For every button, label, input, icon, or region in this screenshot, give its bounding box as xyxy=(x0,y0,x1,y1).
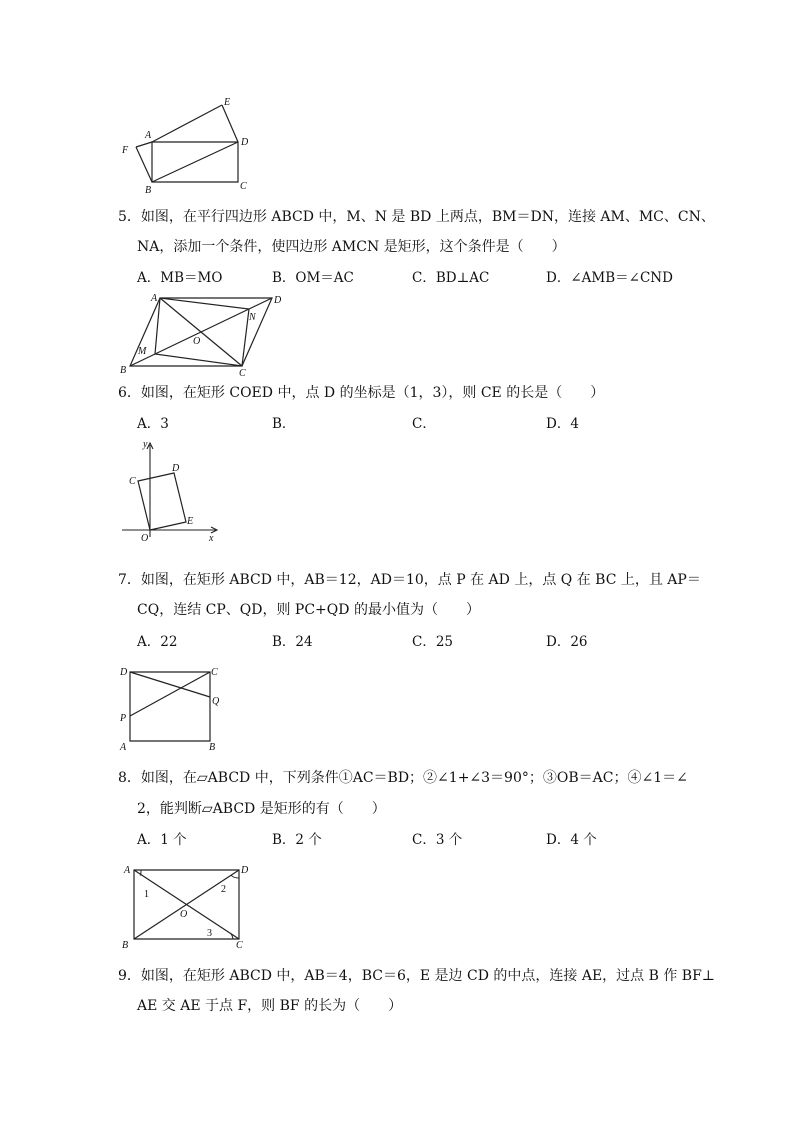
label-b: B xyxy=(145,185,152,196)
label-d: D xyxy=(241,865,249,876)
q8-text-line1: 8．如图，在▱ABCD 中，下列条件①AC＝BD；②∠1+∠3＝90°；③OB＝AC；④∠1＝∠ xyxy=(118,770,688,786)
segment-ae xyxy=(152,105,222,142)
q7-option-b[interactable]: B．24 xyxy=(272,634,313,650)
label-a: A xyxy=(120,742,127,753)
q6-option-b[interactable]: B． xyxy=(272,416,296,432)
label-angle-1: 1 xyxy=(144,889,149,900)
label-angle-3: 3 xyxy=(207,928,212,939)
figure-q5-parallelogram xyxy=(114,288,294,378)
label-d: D xyxy=(274,295,282,306)
figure-q4-rectangle xyxy=(110,92,260,202)
label-b: B xyxy=(120,365,127,376)
q7-text-line2: CQ，连结 CP、QD，则 PC+QD 的最小值为（ ） xyxy=(137,602,480,618)
figure-q6-coordinate-rectangle xyxy=(114,437,224,547)
label-d: D xyxy=(172,463,180,474)
figure-q7-rectangle xyxy=(114,662,234,757)
label-x: x xyxy=(209,533,214,544)
segment-pc xyxy=(130,672,210,716)
q8-option-d[interactable]: D．4 个 xyxy=(546,832,597,848)
label-d: D xyxy=(120,667,128,678)
label-b: B xyxy=(209,742,216,753)
label-o: O xyxy=(141,533,149,544)
label-d: D xyxy=(241,137,249,148)
label-y: y xyxy=(143,439,148,450)
q8-text-line2: 2，能判断▱ABCD 是矩形的有（ ） xyxy=(137,801,386,817)
label-c: C xyxy=(129,476,136,487)
rect-coed xyxy=(138,473,186,530)
q9-text-line2: AE 交 AE 于点 F，则 BF 的长为（ ） xyxy=(137,998,403,1014)
angle-3-arc xyxy=(230,933,233,939)
label-a: A xyxy=(145,130,152,141)
q6-option-c[interactable]: C． xyxy=(412,416,436,432)
q5-option-d[interactable]: D．∠AMB＝∠CND xyxy=(546,270,673,286)
q7-option-d[interactable]: D．26 xyxy=(546,634,588,650)
label-c: C xyxy=(236,940,243,951)
q5-option-b[interactable]: B．OM＝AC xyxy=(272,270,354,286)
label-b: B xyxy=(122,940,129,951)
q7-text-line1: 7．如图，在矩形 ABCD 中，AB＝12，AD＝10，点 P 在 AD 上，点 Q 在 BC 上，且 AP＝ xyxy=(118,572,701,588)
q6-text-line1: 6．如图，在矩形 COED 中，点 D 的坐标是（1，3），则 CE 的长是（ ） xyxy=(118,385,605,401)
q5-option-a[interactable]: A．MB＝MO xyxy=(137,270,223,286)
q8-option-b[interactable]: B．2 个 xyxy=(272,832,322,848)
segment-fb xyxy=(136,147,152,182)
diagonal-bd xyxy=(152,142,238,182)
q8-option-c[interactable]: C．3 个 xyxy=(412,832,463,848)
angle-2-arc xyxy=(231,875,239,878)
q7-option-c[interactable]: C．25 xyxy=(412,634,454,650)
label-f: F xyxy=(122,145,129,156)
label-e: E xyxy=(224,97,231,108)
label-m: M xyxy=(138,346,147,357)
label-a: A xyxy=(124,865,131,876)
segment-ed xyxy=(222,105,238,142)
q5-text-line2: NA，添加一个条件，使四边形 AMCN 是矩形，这个条件是（ ） xyxy=(137,239,566,255)
label-a: A xyxy=(151,293,158,304)
q6-option-a[interactable]: A．3 xyxy=(137,416,169,432)
label-c: C xyxy=(211,667,218,678)
segment-af xyxy=(136,142,152,147)
label-q: Q xyxy=(212,696,220,707)
label-e: E xyxy=(187,516,194,527)
rect-abcd xyxy=(130,672,210,741)
figure-q8-parallelogram xyxy=(114,860,254,955)
q9-text-line1: 9．如图，在矩形 ABCD 中，AB＝4，BC＝6，E 是边 CD 的中点，连接 AE，过点 B 作 BF⊥ xyxy=(118,968,715,984)
label-c: C xyxy=(239,368,246,379)
q5-option-c[interactable]: C．BD⊥AC xyxy=(412,270,490,286)
q8-option-a[interactable]: A．1 个 xyxy=(137,832,187,848)
label-c: C xyxy=(240,181,247,192)
segment-dq xyxy=(130,672,210,697)
label-p: P xyxy=(120,713,127,724)
label-n: N xyxy=(249,312,256,323)
q6-option-d[interactable]: D．4 xyxy=(546,416,579,432)
q5-text-line1: 5．如图，在平行四边形 ABCD 中，M、N 是 BD 上两点，BM＝DN，连接 AM、MC、CN、 xyxy=(118,209,715,225)
label-o: O xyxy=(180,909,188,920)
label-angle-2: 2 xyxy=(221,884,226,895)
q7-option-a[interactable]: A．22 xyxy=(137,634,178,650)
label-o: O xyxy=(193,336,201,347)
